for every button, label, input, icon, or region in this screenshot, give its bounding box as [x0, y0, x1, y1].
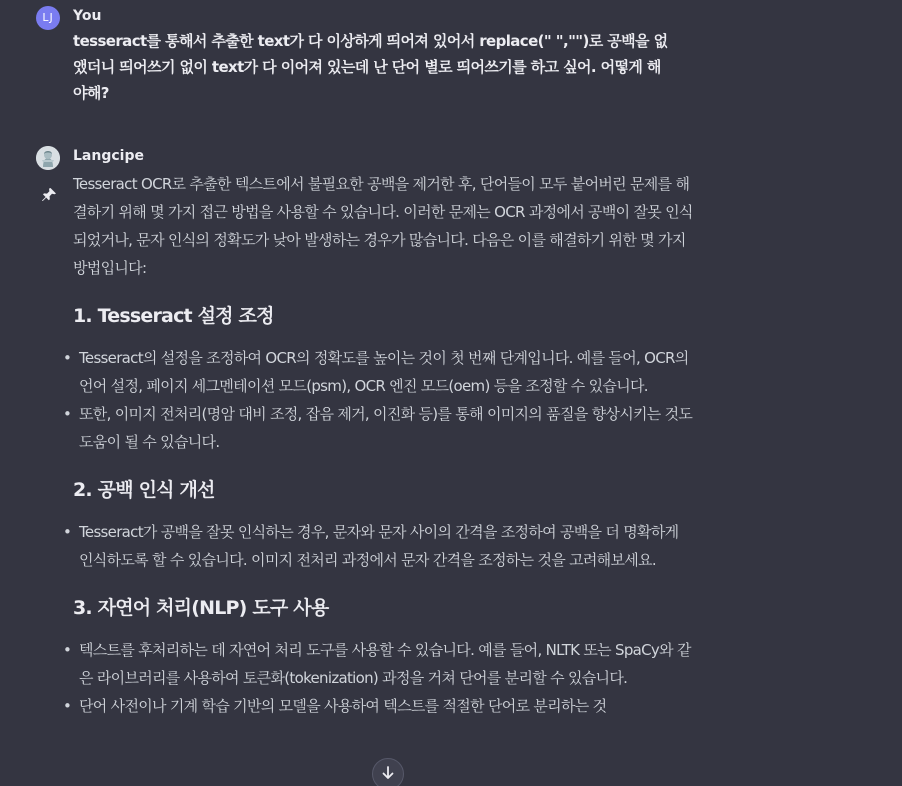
scroll-to-bottom-button[interactable] — [372, 758, 404, 786]
bullet-list — [73, 636, 693, 720]
intro-paragraph: Tesseract OCR로 추출한 텍스트에서 불필요한 공백을 제거한 후, 단어들이 모두 붙어버린 문제를 해결하기 위해 몇 가지 접근 방법을 사용할 수 있습니다. 이러한 문제는 OCR 과정에서 공백이 잘못 인식되었거나, 문자 인식의 정확도가 낮아 발생하는 경우가 많습니다. 다음은 이를 해결하기 위한 몇 가지 방법입니다: — [73, 175, 693, 277]
arrow-down-icon — [380, 765, 396, 781]
section-title-nlp-tools: 3. 자연어 처리(NLP) 도구 사용 — [73, 597, 329, 619]
assistant-author-name: Langcipe — [73, 148, 144, 164]
user-message-text: tesseract를 통해서 추출한 text가 다 이상하게 띄어져 있어서 replace(" ","")로 공백을 없앴더니 띄어쓰기 없이 text가 다 이어져 있는데 난 단어 별로 띄어쓰기를 하고 싶어. 어떻게 해야해? — [73, 32, 668, 102]
list-item: • Tesseract가 공백을 잘못 인식하는 경우, 문자와 문자 사이의 간격을 조정하여 공백을 더 명확하게 인식하도록 할 수 있습니다. 이미지 전처리 과정에서 문자 간격을 조정하는 것을 고려해보세요. — [73, 518, 693, 574]
list-item: • 단어 사전이나 기계 학습 기반의 모델을 사용하여 텍스트를 적절한 단어로 분리하는 것 — [73, 692, 693, 720]
assistant-message — [36, 146, 696, 786]
section-title-tesseract-settings: 1. Tesseract 설정 조정 — [73, 305, 274, 327]
user-avatar-initials: LJ — [42, 11, 54, 24]
list-item: • 또한, 이미지 전처리(명암 대비 조정, 잡음 제거, 이진화 등)를 통해 이미지의 품질을 향상시키는 것도 도움이 될 수 있습니다. — [73, 400, 693, 456]
pin-icon[interactable] — [40, 186, 58, 204]
statue-portrait-icon — [36, 146, 60, 170]
assistant-message-body — [73, 170, 693, 720]
list-item: • 텍스트를 후처리하는 데 자연어 처리 도구를 사용할 수 있습니다. 예를 들어, NLTK 또는 SpaCy와 같은 라이브러리를 사용하여 토큰화(tokenization) 과정을 거쳐 단어를 분리할 수 있습니다. — [73, 636, 693, 692]
bullet-list — [73, 518, 693, 574]
bullet-list — [73, 344, 693, 456]
user-message — [36, 6, 696, 106]
user-author-name: You — [73, 8, 102, 24]
section-title-space-recognition: 2. 공백 인식 개선 — [73, 479, 215, 501]
list-item: • Tesseract의 설정을 조정하여 OCR의 정확도를 높이는 것이 첫 번째 단계입니다. 예를 들어, OCR의 언어 설정, 페이지 세그멘테이션 모드(psm), OCR 엔진 모드(oem) 등을 조정할 수 있습니다. — [73, 344, 693, 400]
user-avatar — [36, 6, 60, 30]
